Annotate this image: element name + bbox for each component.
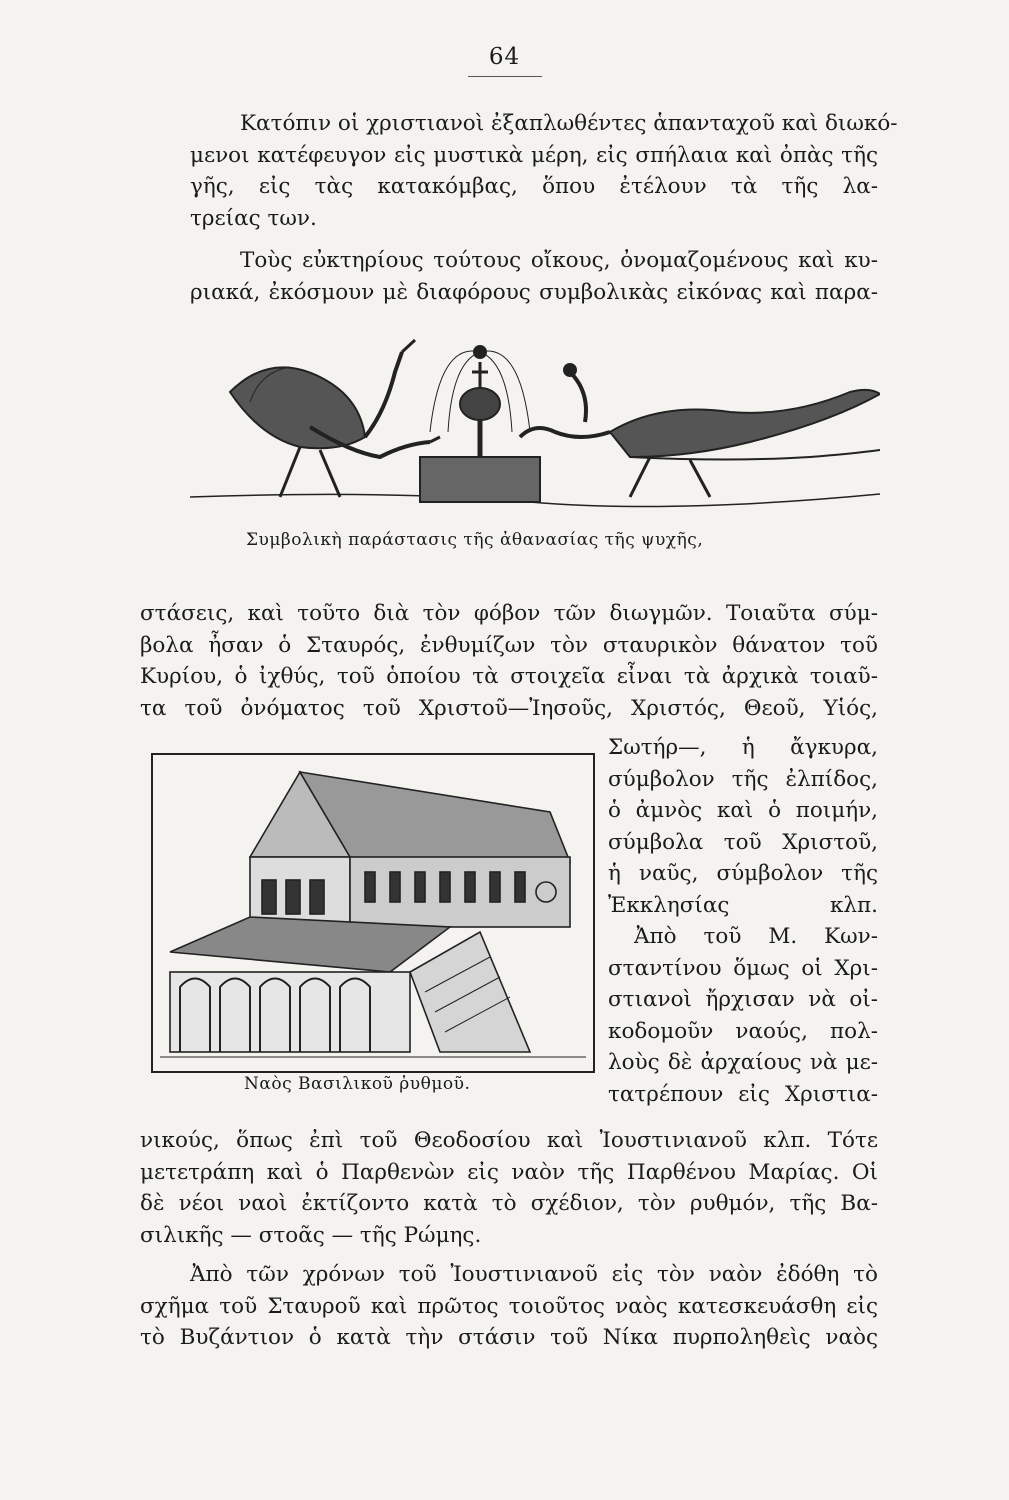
text-line: γῆς, εἰς τὰς κατακόμβας, ὅπου ἐτέλουν τὰ τῆς λα- (190, 174, 878, 199)
figure-1-caption: Συμβολικὴ παράστασις τῆς ἀθανασίας τῆς ψυχῆς, (246, 530, 704, 550)
text-line: τα τοῦ ὀνόματος τοῦ Χριστοῦ—Ἰησοῦς, Χριστός, Θεοῦ, Υἱός, (140, 695, 878, 721)
text-line: Ἐκκλησίας κλπ. (608, 892, 878, 918)
text-line: ριακά, ἐκόσμουν μὲ διαφόρους συμβολικὰς εἰκόνας καὶ παρα- (190, 279, 878, 305)
text-line: Ἀπὸ τοῦ Μ. Κων- (634, 924, 878, 949)
text-line: μενοι κατέφευγον εἰς μυστικὰ μέρη, εἰς σπήλαια καὶ ὀπὰς τῆς (190, 142, 878, 168)
paragraph-5 (140, 1259, 878, 1354)
text-line: σταντίνου ὅμως οἱ Χρι- (608, 955, 878, 981)
text-line: τὸ Βυζάντιον ὁ κατὰ τὴν στάσιν τοῦ Νίκα πυρποληθεὶς ναὸς (140, 1325, 878, 1350)
text-line: Τοὺς εὐκτηρίους τούτους οἴκους, ὀνομαζομένους καὶ κυ- (240, 248, 878, 273)
text-line: τρείας των. (190, 205, 317, 231)
paragraph-1 (190, 108, 898, 234)
text-line: Κατόπιν οἱ χριστιανοὶ ἐξαπλωθέντες ἁπανταχοῦ καὶ διωκό- (240, 111, 898, 136)
text-line: ὁ ἀμνὸς καὶ ὁ ποιμήν, (608, 798, 878, 823)
page-number-rule (468, 76, 542, 77)
paragraph-3 (140, 598, 878, 724)
text-line: τατρέπουν εἰς Χριστια- (608, 1081, 878, 1107)
text-line: σχῆμα τοῦ Σταυροῦ καὶ πρῶτος τοιοῦτος ναὸς κατεσκευάσθη εἰς (140, 1293, 878, 1319)
text-line: σιλικῆς — στοᾶς — τῆς Ρώμης. (140, 1222, 482, 1248)
text-line: σύμβολα τοῦ Χριστοῦ, (608, 829, 878, 855)
paragraph-2 (190, 245, 878, 308)
text-line: σύμβολον τῆς ἐλπίδος, (608, 766, 878, 792)
text-line: στάσεις, καὶ τοῦτο διὰ τὸν φόβον τῶν διωγμῶν. Τοιαῦτα σύμ- (140, 601, 878, 626)
text-line: ἡ ναῦς, σύμβολον τῆς (608, 861, 878, 886)
text-line: λοὺς δὲ ἀρχαίους νὰ με- (608, 1050, 878, 1075)
text-line: δὲ νέοι ναοὶ ἐκτίζοντο κατὰ τὸ σχέδιον, τὸν ρυθμόν, τῆς Βα- (140, 1191, 878, 1216)
text-line: μετετράπη καὶ ὁ Παρθενὼν εἰς ναὸν τῆς Παρθένου Μαρίας. Οἱ (140, 1159, 878, 1185)
right-column-text (608, 732, 878, 1110)
paragraph-4 (140, 1125, 878, 1251)
text-line: Ἀπὸ τῶν χρόνων τοῦ Ἰουστινιανοῦ εἰς τὸν ναὸν ἐδόθη τὸ (190, 1262, 878, 1287)
page-number: 64 (488, 44, 521, 70)
text-line: βολα ἦσαν ὁ Σταυρός, ἐνθυμίζων τὸν σταυρικὸν θάνατον τοῦ (140, 632, 878, 658)
basilica-illustration (150, 752, 596, 1074)
text-line: Κυρίου, ὁ ἰχθύς, τοῦ ὁποίου τὰ στοιχεῖα εἶναι τὰ ἀρχικὰ τοιαῦ- (140, 664, 878, 689)
figure-2-caption: Ναὸς Βασιλικοῦ ῥυθμοῦ. (244, 1074, 471, 1094)
text-line: Σωτήρ—, ἡ ἄγκυρα, (608, 735, 878, 760)
text-line: κοδομοῦν ναούς, πολ- (608, 1018, 878, 1044)
text-line: νικούς, ὅπως ἐπὶ τοῦ Θεοδοσίου καὶ Ἰουστινιανοῦ κλπ. Τότε (140, 1128, 878, 1153)
text-line: στιανοὶ ἤρχισαν νὰ οἰ- (608, 987, 878, 1012)
peacocks-fountain-illustration (190, 332, 880, 522)
